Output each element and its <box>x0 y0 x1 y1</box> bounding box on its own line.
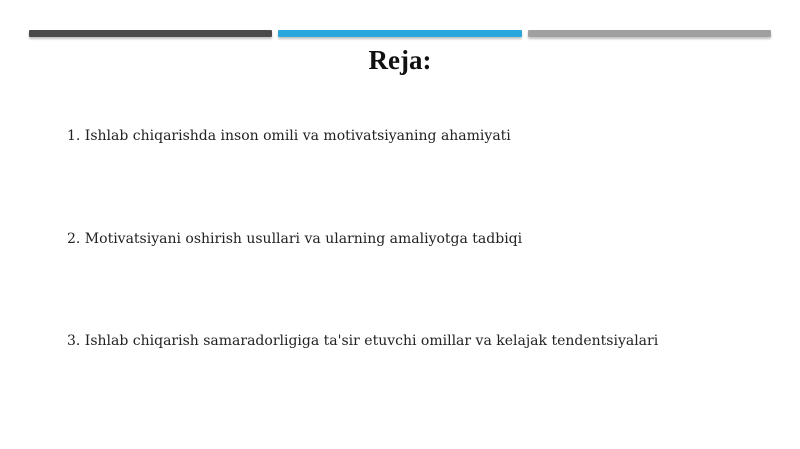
decorative-bar-dark <box>29 30 272 37</box>
plan-item-3: 3. Ishlab chiqarish samaradorligiga ta'sir etuvchi omillar va kelajak tendentsiyalari <box>67 333 659 349</box>
plan-item-1: 1. Ishlab chiqarishda inson omili va motivatsiyaning ahamiyati <box>67 128 511 144</box>
plan-item-2: 2. Motivatsiyani oshirish usullari va ularning amaliyotga tadbiqi <box>67 231 523 247</box>
decorative-bar-gray <box>528 30 771 37</box>
slide-title: Reja: <box>368 45 432 75</box>
decorative-bar-blue <box>278 30 522 37</box>
